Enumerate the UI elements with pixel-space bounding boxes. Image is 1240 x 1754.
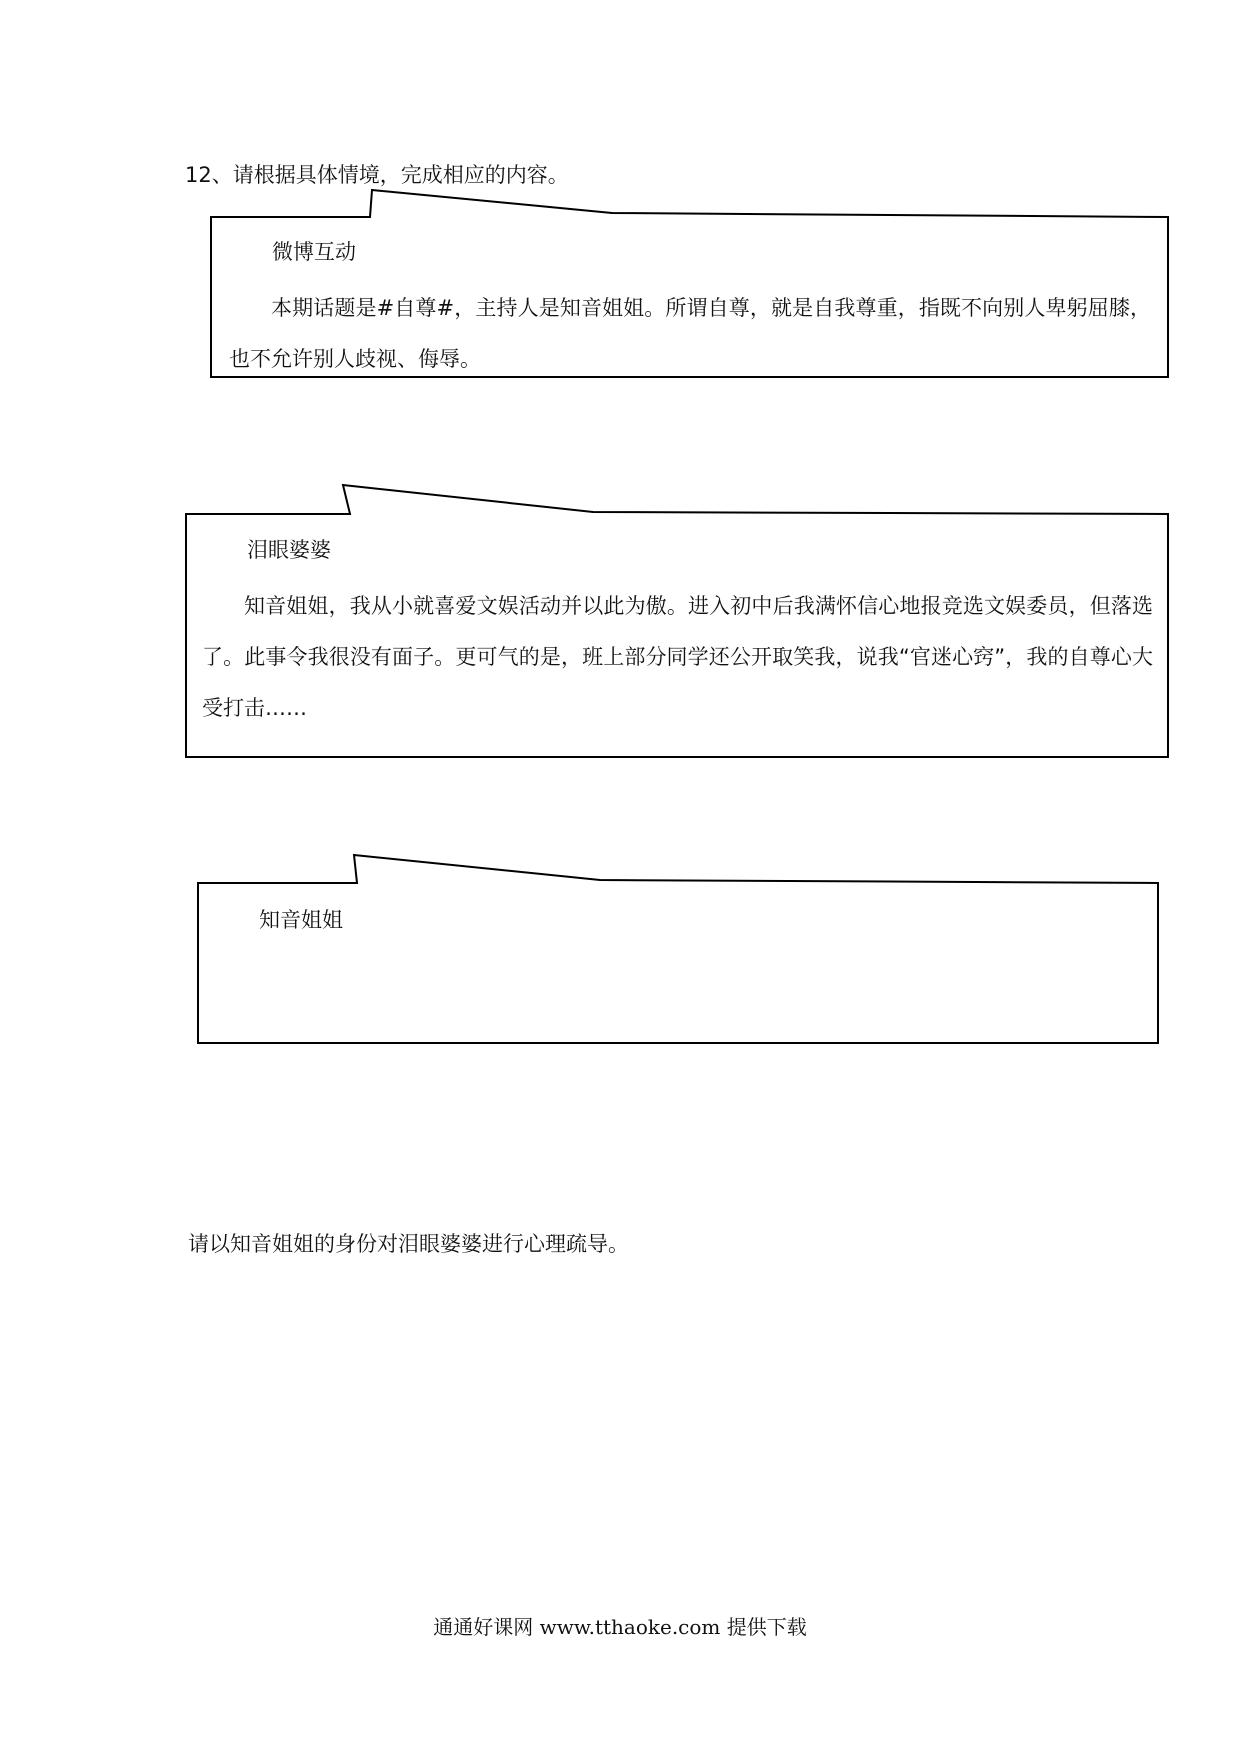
bubble-body: 知音姐姐，我从小就喜爱文娱活动并以此为傲。进入初中后我满怀信心地报竞选文娱委员，但落选了。此事令我很没有面子。更可气的是，班上部分同学还公开取笑我，说我“官迷心窍”，我的自尊心大受打击……: [202, 594, 1153, 720]
speech-bubble-outline: [197, 855, 1160, 1045]
bubble-label: 微博互动: [272, 240, 356, 264]
question-title: 12、请根据具体情境，完成相应的内容。: [185, 163, 569, 187]
speech-bubble-zhiyin: [197, 855, 1160, 1045]
speech-bubble-weibo: [210, 190, 1170, 380]
bubble-label: 知音姐姐: [259, 908, 343, 932]
question-instruction: 请以知音姐姐的身份对泪眼婆婆进行心理疏导。: [188, 1232, 629, 1256]
bubble-label: 泪眼婆婆: [247, 538, 331, 562]
bubble-body: 本期话题是#自尊#，主持人是知音姐姐。所谓自尊，就是自我尊重，指既不向别人卑躬屈膝，也不允许别人歧视、侮辱。: [229, 296, 1151, 371]
speech-bubble-leiyan: [185, 485, 1170, 760]
footer-source: 通通好课网 www.tthaoke.com 提供下载: [433, 1615, 807, 1639]
